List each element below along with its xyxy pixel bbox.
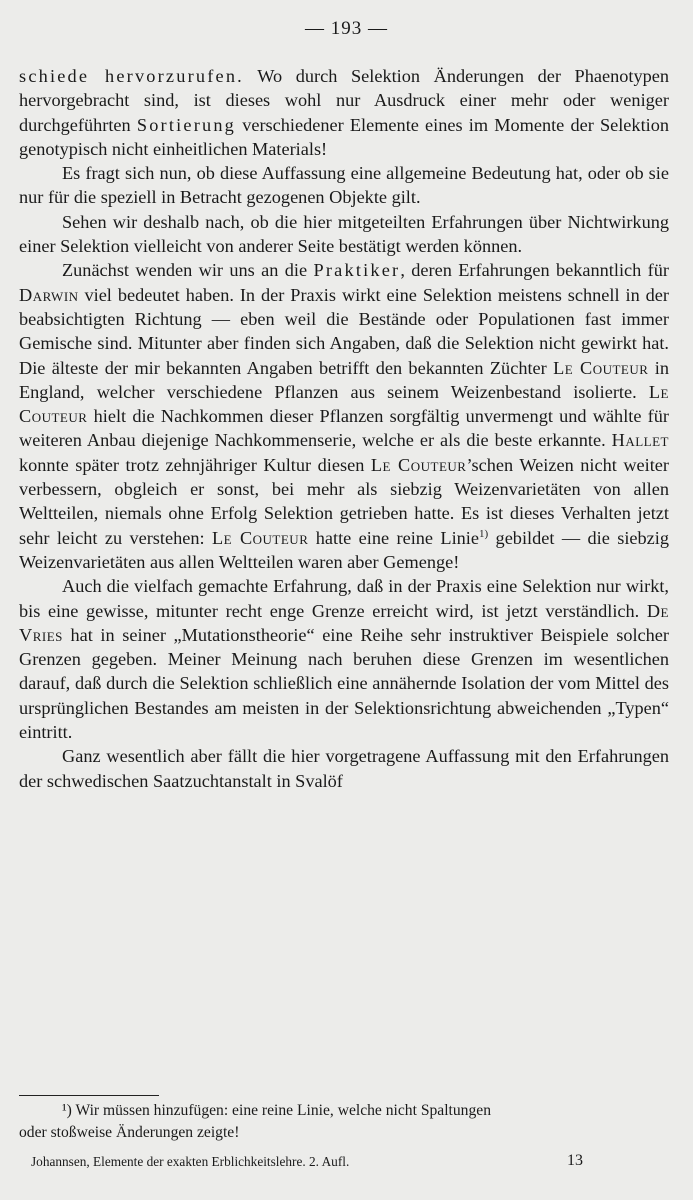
footnote-marker: 1) xyxy=(479,527,489,540)
author-name: Darwin xyxy=(19,284,79,305)
text-run: , deren Erfahrungen bekanntlich für xyxy=(400,260,669,281)
paragraph xyxy=(19,64,669,161)
text-run: Wo durch Selektion Änderungen der Phaenotypen hervorgebracht sind, ist dieses wohl nur Ausdruck einer mehr oder weniger durchgeführten xyxy=(19,66,669,135)
body-text xyxy=(19,64,669,793)
footnote-divider xyxy=(19,1095,159,1096)
author-name: Hallet xyxy=(611,430,669,451)
text-run: Zunächst wenden wir uns an die xyxy=(62,260,314,281)
paragraph xyxy=(19,744,669,793)
paragraph xyxy=(19,161,669,210)
text-run: Ganz wesentlich aber fällt die hier vorgetragene Auffassung mit den Erfahrungen der schwedischen Saatzuchtanstalt in Svalöf xyxy=(19,746,669,791)
spaced-emphasis: schiede hervorzurufen. xyxy=(19,66,244,86)
page-number: — 193 — xyxy=(305,18,388,39)
text-run: ’schen Weizen nicht weiter verbessern, obgleich er sonst, bei mehr als siebzig Weizenvarietäten von allen Weltteilen, niemals ohne Erfolg Selektion getrieben hatte. Es ist dieses Verhalten jetzt sehr leicht zu verstehen: xyxy=(19,454,670,548)
sheet-number: 13 xyxy=(567,1152,583,1169)
text-run: gebildet — die siebzig Weizenvarietäten aus allen Weltteilen waren aber Gemenge! xyxy=(19,527,669,572)
author-name: Le Couteur xyxy=(553,357,649,378)
spaced-emphasis: Praktiker xyxy=(313,260,401,281)
author-name: Le Couteur xyxy=(19,381,669,427)
author-name: Le Couteur xyxy=(211,527,309,548)
text-run: hatte eine reine Linie xyxy=(308,527,479,548)
author-name: De Vries xyxy=(19,600,669,645)
footnote-line: ¹) Wir müssen hinzufügen: eine reine Linie, welche nicht Spaltungen xyxy=(62,1102,491,1119)
text-run: konnte später trotz zehnjähriger Kultur diesen xyxy=(19,454,371,475)
text-run: verschiedener Elemente eines im Momente der Selektion genotypisch nicht einheitlichen Materials! xyxy=(19,114,670,159)
book-title-signature: Johannsen, Elemente der exakten Erblichkeitslehre. 2. Aufl. xyxy=(31,1154,350,1169)
text-run: Es fragt sich nun, ob diese Auffassung eine allgemeine Bedeutung hat, oder ob sie nur für die speziell in Betracht gezogenen Objekte gilt. xyxy=(19,163,669,208)
paragraph xyxy=(19,574,669,744)
author-name: Le Couteur xyxy=(370,454,467,475)
text-run: in England, welcher verschiedene Pflanzen aus seinem Weizenbestand isolierte. xyxy=(19,357,669,402)
footnote xyxy=(19,1100,669,1143)
text-run: Auch die vielfach gemachte Erfahrung, daß in der Praxis eine Selektion nur wirkt, bis eine gewisse, mitunter recht enge Grenze erreicht wird, ist jetzt verständlich. xyxy=(19,576,669,621)
footnote-line: oder stoßweise Änderungen zeigte! xyxy=(19,1123,240,1141)
spaced-emphasis: Sortierung xyxy=(136,114,237,135)
text-run: hielt die Nachkommen dieser Pflanzen sorgfältig unvermengt und wählte für weiteren Anbau diejenige Nachkommenserie, welche er als die beste erkannte. xyxy=(19,406,669,451)
paragraph xyxy=(19,258,669,574)
paragraph xyxy=(19,210,669,259)
text-run: viel bedeutet haben. In der Praxis wirkt eine Selektion meistens schnell in der beabsichtigten Richtung — eben weil die Bestände oder Populationen fast immer Gemische sind. Mitunter aber finden sich Angaben, daß die Selektion nicht gewirkt hat. Die älteste der mir bekannten Angaben betrifft den bekannten Züchter xyxy=(19,284,669,378)
text-run: hat in seiner „Mutationstheorie“ eine Reihe sehr instruktiver Beispiele solcher Grenzen gegeben. Meiner Meinung nach beruhen diese Grenzen im wesentlichen darauf, daß durch die Selektion schließlich eine annähernde Isolation der vom Mittel des ursprünglichen Bestandes am meisten in der Selektionsrichtung abweichenden „Typen“ eintritt. xyxy=(19,624,669,743)
text-run: Sehen wir deshalb nach, ob die hier mitgeteilten Erfahrungen über Nichtwirkung einer Selektion vielleicht von anderer Seite bestätigt werden können. xyxy=(19,211,669,257)
